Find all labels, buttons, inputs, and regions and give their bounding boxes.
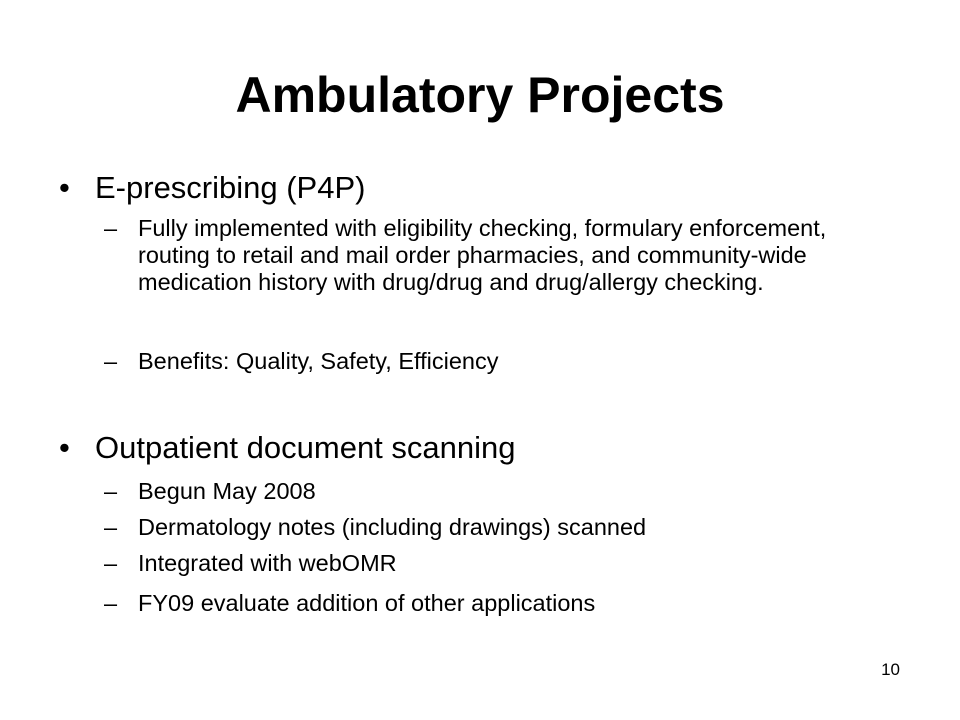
page-number: 10 — [881, 660, 900, 679]
sub-bullet-benefits — [104, 348, 894, 375]
sub-bullet-begun — [104, 478, 894, 505]
bullet-heading: E-prescribing (P4P) — [95, 170, 366, 205]
sub-bullet-text: Fully implemented with eligibility checking, formulary enforcement, routing to retail and mail order pharmacies, and community-wide medication history with drug/drug and drug/allergy checking. — [138, 215, 827, 295]
sub-bullet-text: Begun May 2008 — [138, 478, 316, 504]
sub-bullet-marker: – — [104, 590, 118, 616]
slide-title: Ambulatory Projects — [235, 67, 725, 123]
sub-bullet-text: FY09 evaluate addition of other applications — [138, 590, 596, 616]
bullet-marker: • — [59, 430, 70, 465]
sub-bullet-marker: – — [104, 514, 118, 540]
bullet-marker: • — [59, 170, 70, 205]
sub-bullet-webomr — [104, 550, 894, 577]
sub-bullet-text: Integrated with webOMR — [138, 550, 397, 576]
sub-bullet-marker: – — [104, 348, 118, 374]
bullet-document-scanning — [59, 430, 516, 466]
sub-bullet-dermatology — [104, 514, 894, 541]
bullet-eprescribing — [59, 170, 365, 206]
sub-bullet-marker: – — [104, 215, 118, 241]
sub-bullet-marker: – — [104, 550, 118, 576]
bullet-heading: Outpatient document scanning — [95, 430, 516, 465]
sub-bullet-text: Dermatology notes (including drawings) scanned — [138, 514, 647, 540]
sub-bullet-implementation — [104, 215, 894, 296]
sub-bullet-marker: – — [104, 478, 118, 504]
sub-bullet-text: Benefits: Quality, Safety, Efficiency — [138, 348, 499, 374]
sub-bullet-fy09 — [104, 590, 894, 617]
